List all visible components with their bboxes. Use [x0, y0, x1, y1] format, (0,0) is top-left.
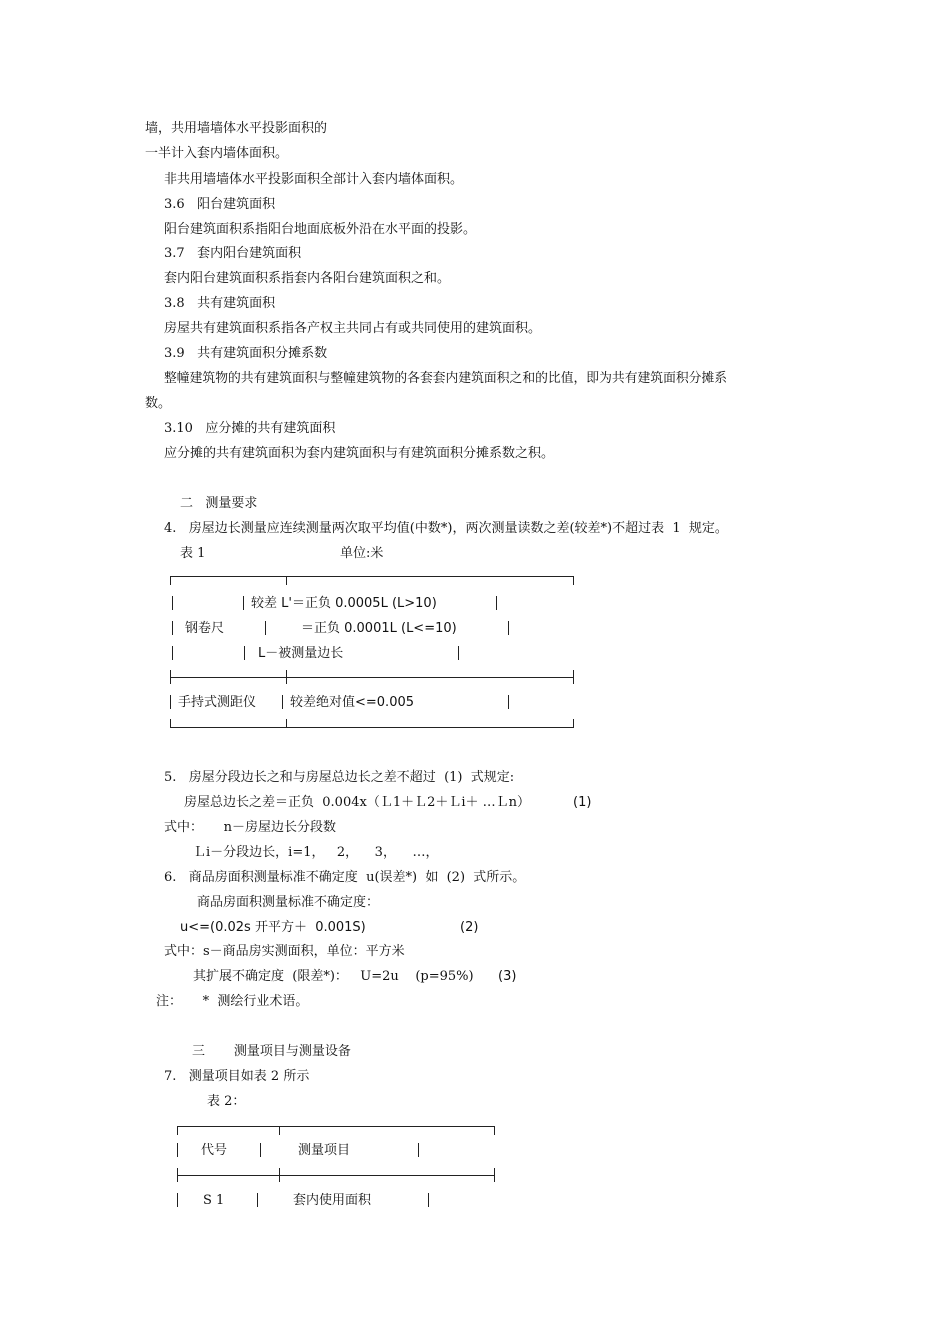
formula-number: (3)	[498, 969, 517, 984]
item-4: 4. 房屋边长测量应连续测量两次取平均值(中数*)，两次测量读数之差(较差*)不超过表 1 规定。	[164, 521, 728, 536]
item-5: 5. 房屋分段边长之和与房屋总边长之差不超过 (1) 式规定:	[164, 770, 515, 785]
table2-caption: 表 2：	[207, 1094, 246, 1109]
table-border	[172, 621, 173, 635]
table-cell: 较差绝对值<=0.005	[290, 695, 415, 710]
table-border	[279, 1168, 280, 1182]
table-border	[418, 1143, 419, 1157]
table-cell: 钢卷尺	[185, 621, 225, 636]
table-border	[494, 1168, 495, 1182]
table-border	[573, 576, 574, 585]
table-border	[573, 719, 574, 728]
paragraph-line: 非共用墙墙体水平投影面积全部计入套内墙体面积。	[164, 172, 464, 187]
section-heading-3: 三 测量项目与测量设备	[192, 1044, 351, 1059]
section-heading-3-9: 3.9 共有建筑面积分摊系数	[164, 346, 328, 361]
paragraph-line: 数。	[145, 396, 172, 411]
table-border	[170, 677, 574, 678]
table1-caption: 表 1	[180, 546, 206, 561]
table-border	[257, 1193, 258, 1207]
table-border	[177, 1175, 495, 1176]
section-heading-3-10: 3.10 应分摊的共有建筑面积	[164, 421, 336, 436]
table1-unit: 单位:米	[340, 546, 384, 561]
table-border	[243, 596, 244, 610]
table-border	[170, 576, 171, 585]
table-border	[170, 727, 574, 728]
formula-number: (2)	[460, 920, 479, 935]
table-border	[428, 1193, 429, 1207]
table-border	[244, 646, 245, 660]
table-border	[286, 576, 287, 585]
table-cell: ＝正负 0.0001L (L<=10)	[301, 621, 457, 636]
table-header-cell: 测量项目	[298, 1143, 351, 1158]
table-border	[177, 1126, 178, 1135]
table-border	[496, 596, 497, 610]
table-cell: 套内使用面积	[293, 1193, 372, 1208]
paragraph-line: 整幢建筑物的共有建筑面积与整幢建筑物的各套套内建筑面积之和的比值，即为共有建筑面积分摊系	[164, 371, 728, 386]
table-cell: L－被测量边长	[258, 646, 344, 661]
table-border	[177, 1193, 178, 1207]
table-border	[494, 1126, 495, 1135]
table-border	[172, 646, 173, 660]
table-border	[508, 621, 509, 635]
section-heading-3-6: 3.6 阳台建筑面积	[164, 197, 276, 212]
table-border	[177, 1143, 178, 1157]
section-heading-2: 二 测量要求	[180, 496, 258, 511]
section-heading-3-8: 3.8 共有建筑面积	[164, 296, 276, 311]
formula-where: 式中： n－房屋边长分段数	[164, 820, 337, 835]
formula-where: 式中：s－商品房实测面积，单位：平方米	[164, 944, 405, 959]
table-border	[458, 646, 459, 660]
paragraph-line: 房屋共有建筑面积系指各产权主共同占有或共同使用的建筑面积。	[164, 321, 542, 336]
footnote: 注： * 测绘行业术语。	[156, 994, 309, 1009]
table-border	[286, 719, 287, 728]
table-border	[177, 1126, 495, 1127]
table-border	[170, 695, 171, 709]
formula-1: 房屋总边长之差＝正负 0.004x（Ｌ1＋Ｌ2＋Ｌi＋ …Ｌn）	[184, 795, 531, 810]
table-border	[286, 670, 287, 684]
table-border	[260, 1143, 261, 1157]
table-border	[573, 670, 574, 684]
table-border	[170, 576, 574, 577]
formula-2: u<=(0.02s 开平方＋ 0.001S)	[180, 920, 366, 935]
table-cell: 较差 L'＝正负 0.0005L (L>10)	[251, 596, 437, 611]
table-border	[172, 596, 173, 610]
item-6: 6. 商品房面积测量标准不确定度 u(误差*) 如 (2) 式所示。	[164, 870, 526, 885]
item-7: 7. 测量项目如表 2 所示	[164, 1069, 310, 1084]
paragraph-line: 墙，共用墙墙体水平投影面积的	[145, 121, 328, 136]
formula-number: (1)	[573, 795, 592, 810]
paragraph-line: 阳台建筑面积系指阳台地面底板外沿在水平面的投影。	[164, 222, 477, 237]
paragraph-line: 应分摊的共有建筑面积为套内建筑面积与有建筑面积分摊系数之积。	[164, 446, 555, 461]
table-border	[508, 695, 509, 709]
table-header-cell: 代号	[201, 1143, 228, 1158]
paragraph-line: 一半计入套内墙体面积。	[145, 146, 289, 161]
paragraph-line: 套内阳台建筑面积系指套内各阳台建筑面积之和。	[164, 271, 451, 286]
formula-where: Ｌi－分段边长，i=1， 2， 3， …，	[193, 845, 439, 860]
table-cell: S 1	[203, 1193, 225, 1208]
paragraph-line: 商品房面积测量标准不确定度：	[197, 895, 380, 910]
table-border	[279, 1126, 280, 1135]
table-border	[282, 695, 283, 709]
section-heading-3-7: 3.7 套内阳台建筑面积	[164, 246, 302, 261]
formula-3: 其扩展不确定度 (限差*)： U=2u (p=95%)	[193, 969, 474, 984]
table-border	[265, 621, 266, 635]
table-cell: 手持式测距仪	[178, 695, 257, 710]
